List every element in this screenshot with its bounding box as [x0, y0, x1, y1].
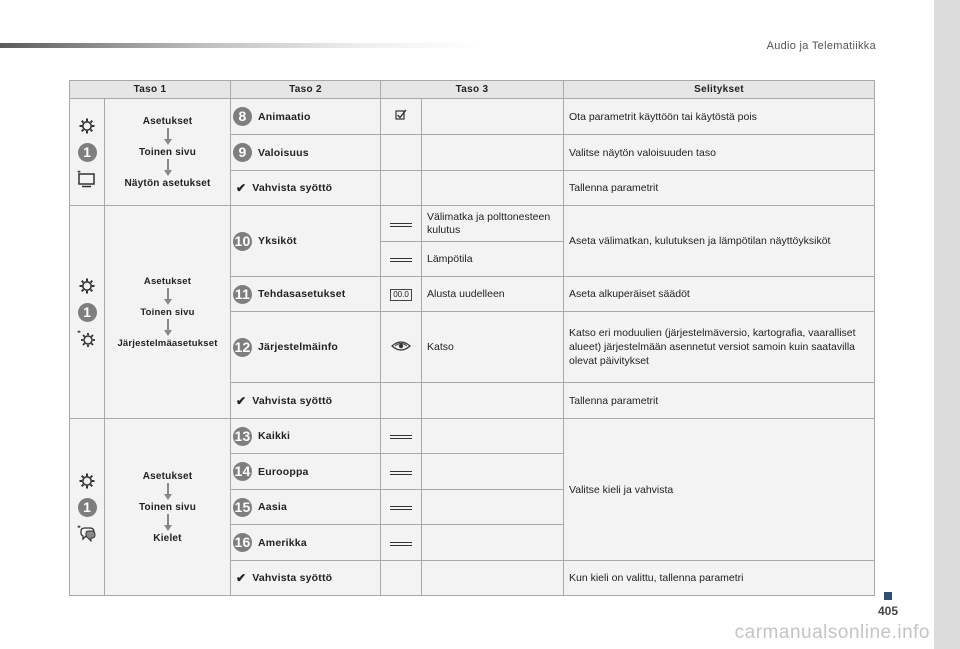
bar-icon	[390, 506, 412, 510]
watermark: carmanualsonline.info	[734, 622, 930, 643]
level3-symbol	[381, 525, 422, 561]
path-step-settings: Asetukset	[142, 470, 193, 482]
level1-badge: 1	[78, 303, 97, 322]
option-label: Yksiköt	[258, 235, 297, 247]
column-header-level1: Taso 1	[70, 81, 231, 99]
arrow-down-icon	[163, 288, 173, 306]
level3-value: Alusta uudelleen	[422, 277, 564, 312]
level2-option	[231, 135, 381, 171]
path-step-second-page: Toinen sivu	[138, 501, 197, 513]
path-step-second-page: Toinen sivu	[138, 146, 197, 158]
option-label: Järjestelmäinfo	[258, 341, 339, 353]
level2-option	[231, 99, 381, 135]
level2-option	[231, 277, 381, 312]
option-label: Vahvista syöttö	[252, 572, 333, 584]
option-badge: 14	[234, 463, 251, 479]
level3-symbol	[381, 561, 422, 596]
level2-option	[231, 419, 381, 454]
level1-path-cell	[105, 206, 231, 419]
page-marker	[884, 592, 892, 600]
table-row	[70, 99, 875, 135]
level3-value	[422, 135, 564, 171]
description: Tallenna parametrit	[564, 171, 875, 206]
option-badge: 10	[234, 232, 251, 249]
option-label: Amerikka	[258, 536, 307, 549]
level3-value	[422, 171, 564, 206]
monitor-icon	[77, 170, 97, 188]
description: Katso eri moduulien (järjestelmäversio, kartografia, vaaralliset alueet) järjestelmään asennetut versiot samoin kuin saatavilla olevat päivitykset	[564, 312, 875, 383]
gear-icon	[78, 472, 96, 490]
option-badge: 15	[234, 498, 251, 515]
column-header-level3: Taso 3	[381, 81, 564, 99]
option-label: Eurooppa	[258, 465, 309, 478]
level2-option	[231, 312, 381, 383]
description: Tallenna parametrit	[564, 383, 875, 419]
level1-badge: 1	[78, 143, 97, 162]
checkmark-icon: ✔	[236, 571, 247, 585]
level3-symbol	[381, 242, 422, 277]
level3-value	[422, 561, 564, 596]
option-badge: 11	[234, 285, 251, 302]
description: Kun kieli on valittu, tallenna parametri	[564, 561, 875, 596]
level1-icons-cell	[70, 419, 105, 596]
option-label: Vahvista syöttö	[252, 182, 333, 194]
gear-icon	[78, 117, 96, 135]
arrow-down-icon	[163, 514, 173, 532]
option-label: Vahvista syöttö	[252, 394, 333, 407]
level3-symbol	[381, 206, 422, 242]
navigation-path	[110, 276, 225, 349]
path-step-settings: Asetukset	[142, 115, 193, 127]
path-step-second-page: Toinen sivu	[140, 306, 195, 318]
description: Aseta välimatkan, kulutuksen ja lämpötilan näyttöyksiköt	[564, 206, 875, 277]
option-label: Animaatio	[258, 110, 311, 123]
level1-icons-cell	[70, 206, 105, 419]
level3-symbol	[381, 383, 422, 419]
level1-path-cell	[105, 419, 231, 596]
navigation-path	[110, 116, 225, 189]
column-header-level2: Taso 2	[231, 81, 381, 99]
arrow-down-icon	[163, 483, 173, 501]
level3-value	[422, 490, 564, 525]
level3-value: Katso	[422, 312, 564, 383]
level2-option	[231, 490, 381, 525]
level1-path-cell	[105, 99, 231, 206]
path-step-display-settings: Näytön asetukset	[124, 177, 211, 189]
system-gear-icon	[77, 330, 97, 348]
option-label: Kaikki	[258, 430, 291, 442]
navigation-path	[110, 471, 225, 544]
header-gradient-bar	[0, 43, 480, 48]
description: Valitse kieli ja vahvista	[564, 419, 875, 561]
checkbox-icon	[395, 112, 407, 124]
table-header-row	[70, 81, 875, 99]
bar-icon	[390, 471, 412, 475]
level3-symbol	[381, 454, 422, 490]
path-step-system-settings: Järjestelmäasetukset	[117, 337, 218, 349]
description: Ota parametrit käyttöön tai käytöstä pois	[564, 99, 875, 135]
bar-icon	[390, 542, 412, 546]
level2-option	[231, 525, 381, 561]
option-label: Tehdasasetukset	[258, 288, 346, 300]
level2-option	[231, 383, 381, 419]
level2-option	[231, 171, 381, 206]
section-title: Audio ja Telematiikka	[766, 40, 876, 52]
bar-icon	[390, 223, 412, 227]
arrow-down-icon	[163, 159, 173, 177]
arrow-down-icon	[163, 128, 173, 146]
level3-symbol	[381, 277, 422, 312]
table-row	[70, 419, 875, 454]
option-badge: 13	[234, 427, 251, 444]
page-edge-strip	[934, 0, 960, 649]
level1-icons-cell	[70, 99, 105, 206]
counter-reset-icon: 00.0	[390, 289, 412, 301]
option-badge: 12	[234, 338, 251, 355]
level3-symbol	[381, 312, 422, 383]
option-badge: 8	[233, 107, 252, 126]
level3-value: Välimatka ja polttonesteen kulutus	[422, 206, 564, 242]
level3-symbol	[381, 171, 422, 206]
column-header-description: Selitykset	[564, 81, 875, 99]
option-badge: 9	[233, 143, 252, 162]
level2-option	[231, 206, 381, 277]
option-label: Aasia	[258, 501, 288, 513]
level3-value	[422, 454, 564, 490]
language-icon	[77, 525, 97, 543]
level3-symbol	[381, 99, 422, 135]
level2-option	[231, 561, 381, 596]
option-badge: 16	[234, 534, 251, 550]
level1-badge: 1	[78, 498, 97, 517]
page-number: 405	[877, 604, 898, 618]
level3-symbol	[381, 135, 422, 171]
settings-table	[69, 80, 875, 596]
bar-icon	[390, 435, 412, 439]
level3-value: Lämpötila	[422, 242, 564, 277]
gear-icon	[78, 277, 96, 295]
checkmark-icon: ✔	[236, 181, 247, 195]
level3-symbol	[381, 419, 422, 454]
eye-icon	[391, 343, 411, 355]
level3-value	[422, 419, 564, 454]
option-label: Valoisuus	[258, 146, 309, 159]
description: Aseta alkuperäiset säädöt	[564, 277, 875, 312]
path-step-settings: Asetukset	[143, 275, 192, 287]
level3-value	[422, 99, 564, 135]
description: Valitse näytön valoisuuden taso	[564, 135, 875, 171]
table-row	[70, 206, 875, 242]
level3-value	[422, 383, 564, 419]
level3-symbol	[381, 490, 422, 525]
level3-value	[422, 525, 564, 561]
checkmark-icon: ✔	[236, 393, 247, 408]
arrow-down-icon	[163, 319, 173, 337]
path-step-languages: Kielet	[153, 532, 182, 544]
level2-option	[231, 454, 381, 490]
bar-icon	[390, 258, 412, 262]
